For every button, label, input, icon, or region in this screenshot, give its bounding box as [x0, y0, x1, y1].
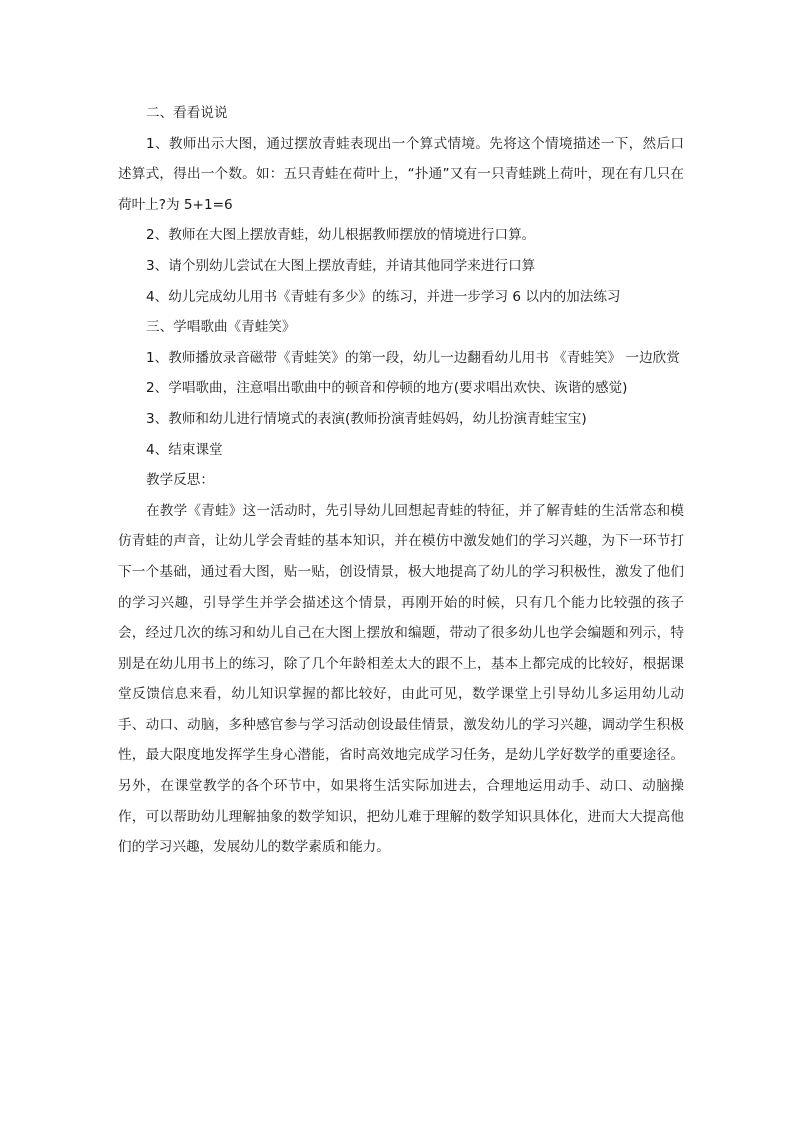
paragraph-song-step-1: 1、教师播放录音磁带《青蛙笑》的第一段，幼儿一边翻看幼儿用书 《青蛙笑》 一边欣赏: [146, 349, 680, 366]
paragraph-song-step-2: 2、学唱歌曲，注意唱出歌曲中的顿音和停顿的地方(要求唱出欢快、诙谐的感觉): [146, 380, 628, 397]
paragraph-step-3: 3、请个别幼儿尝试在大图上摆放青蛙，并请其他同学来进行口算: [146, 257, 536, 274]
paragraph-step-2: 2、教师在大图上摆放青蛙，幼儿根据教师摆放的情境进行口算。: [146, 227, 536, 244]
paragraph-song-step-3: 3、教师和幼儿进行情境式的表演(教师扮演青蛙妈妈，幼儿扮演青蛙宝宝): [146, 410, 587, 427]
paragraph-song-step-4: 4、结束课堂: [146, 441, 223, 458]
paragraph-step-1: 1、教师出示大图，通过摆放青蛙表现出一个算式情境。先将这个情境描述一下，然后口述算式，得出一个数。如：五只青蛙在荷叶上，“扑通”又有一只青蛙跳上荷叶，现在有几只在荷叶上?为 5+1=6: [118, 135, 684, 213]
reflection-heading: 教学反思：: [146, 472, 214, 489]
section-heading-sing-song: 三、学唱歌曲《青蛙笑》: [146, 319, 296, 336]
paragraph-step-4: 4、幼儿完成幼儿用书《青蛙有多少》的练习，并进一步学习 6 以内的加法练习: [146, 288, 621, 305]
document-body: [118, 98, 684, 863]
section-heading-look-and-say: 二、看看说说: [146, 105, 228, 121]
reflection-body: 在教学《青蛙》这一活动时，先引导幼儿回想起青蛙的特征，并了解青蛙的生活常态和模仿青蛙的声音，让幼儿学会青蛙的基本知识，并在模仿中激发她们的学习兴趣，为下一环节打下一个基础，通过看大图，贴一贴，创设情景，极大地提高了幼儿的学习积极性，激发了他们的学习兴趣，引导学生并学会描述这个情景，再刚开始的时候，只有几个能力比较强的孩子会，经过几次的练习和幼儿自己在大图上摆放和编题，带动了很多幼儿也学会编题和列示，特别是在幼儿用书上的练习，除了几个年龄相差太大的跟不上，基本上都完成的比较好，根据课堂反馈信息来看，幼儿知识掌握的都比较好，由此可见，数学课堂上引导幼儿多运用幼儿动手、动口、动脑，多种感官参与学习活动创设最佳情景，激发幼儿的学习兴趣，调动学生积极性，最大限度地发挥学生身心潜能，省时高效地完成学习任务，是幼儿学好数学的重要途径。另外，在课堂教学的各个环节中，如果将生活实际加进去，合理地运用动手、动口、动脑操作，可以帮助幼儿理解抽象的数学知识，把幼儿难于理解的数学知识具体化，进而大大提高他们的学习兴趣，发展幼儿的数学素质和能力。: [118, 502, 684, 856]
